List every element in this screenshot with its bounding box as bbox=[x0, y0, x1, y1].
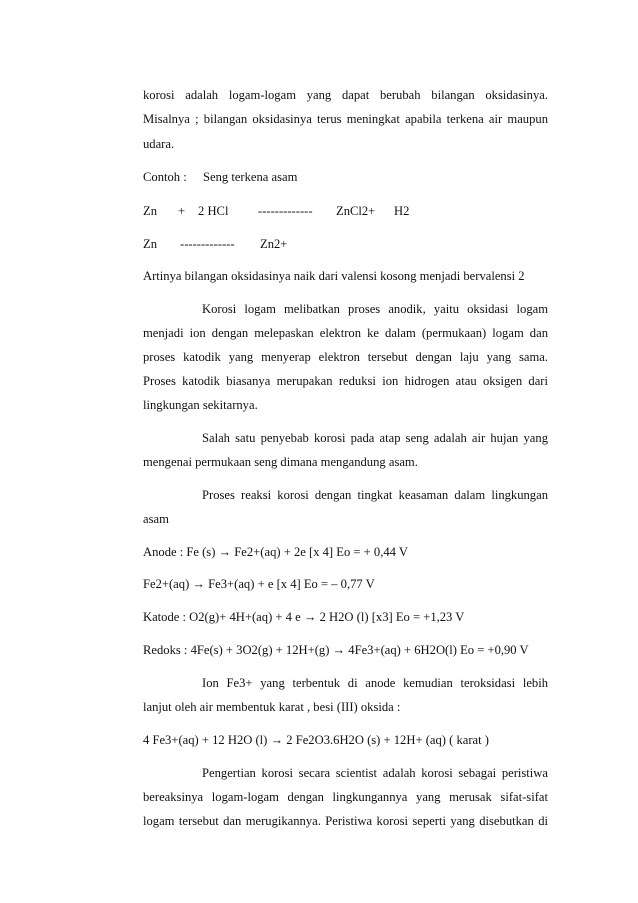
paragraph-line: udara. bbox=[143, 137, 175, 151]
eq1-reactant-a: Zn bbox=[143, 204, 157, 218]
reaction-fe2-fe3: Fe2+(aq) → Fe3+(aq) + e [x 4] Eo = – 0,77 V bbox=[143, 577, 375, 591]
paragraph-line: Salah satu penyebab korosi pada atap seng adalah air hujan yang bbox=[202, 431, 548, 445]
eq1-product-c: ZnCl2 bbox=[336, 204, 369, 218]
paragraph-line: bereaksinya logam-logam dengan lingkungannya yang merusak sifat-sifat bbox=[143, 790, 548, 804]
example-label: Contoh : bbox=[143, 170, 187, 184]
eq2-product: Zn2+ bbox=[260, 237, 288, 251]
equation-1 bbox=[143, 203, 548, 219]
eq1-plus-2: + bbox=[368, 204, 376, 218]
paragraph-line: menjadi ion dengan melepaskan elektron ke dalam (permukaan) logam dan bbox=[143, 326, 548, 340]
eq1-reactant-b: 2 HCl bbox=[198, 204, 229, 218]
paragraph-line: asam bbox=[143, 512, 169, 526]
paragraph-line: proses katodik yang menyerap elektron tersebut dengan laju yang sama. bbox=[143, 350, 548, 364]
paragraph-line: Korosi logam melibatkan proses anodik, yaitu oksidasi logam bbox=[202, 302, 548, 316]
paragraph-line: Pengertian korosi secara scientist adalah korosi sebagai peristiwa bbox=[202, 766, 548, 780]
reaction-cathode: Katode : O2(g)+ 4H+(aq) + 4 e → 2 H2O (l) [x3] Eo = +1,23 V bbox=[143, 610, 465, 624]
reaction-rust: 4 Fe3+(aq) + 12 H2O (l) → 2 Fe2O3.6H2O (s) + 12H+ (aq) ( karat ) bbox=[143, 733, 489, 747]
paragraph-line: mengenai permukaan seng dimana mengandung asam. bbox=[143, 455, 418, 469]
paragraph-line: Proses katodik biasanya merupakan reduksi ion hidrogen atau oksigen dari bbox=[143, 374, 548, 388]
paragraph-line: lingkungan sekitarnya. bbox=[143, 398, 258, 412]
paragraph-line: Ion Fe3+ yang terbentuk di anode kemudian teroksidasi lebih bbox=[202, 676, 548, 690]
example-heading bbox=[143, 169, 548, 185]
eq1-plus-1: + bbox=[178, 204, 186, 218]
paragraph-line: Proses reaksi korosi dengan tingkat keasaman dalam lingkungan bbox=[202, 488, 548, 502]
reaction-anode: Anode : Fe (s) → Fe2+(aq) + 2e [x 4] Eo = + 0,44 V bbox=[143, 545, 408, 559]
paragraph-line: korosi adalah logam-logam yang dapat berubah bilangan oksidasinya. bbox=[143, 88, 548, 102]
paragraph-line: logam tersebut dan merugikannya. Peristiwa korosi seperti yang disebutkan di bbox=[143, 814, 548, 828]
eq2-reactant: Zn bbox=[143, 237, 157, 251]
reaction-redox: Redoks : 4Fe(s) + 3O2(g) + 12H+(g) → 4Fe3+(aq) + 6H2O(l) Eo = +0,90 V bbox=[143, 643, 529, 657]
example-text: Seng terkena asam bbox=[203, 170, 298, 184]
paragraph-line: lanjut oleh air membentuk karat , besi (III) oksida : bbox=[143, 700, 401, 714]
eq2-arrow: ------------- bbox=[180, 237, 235, 251]
example-meaning: Artinya bilangan oksidasinya naik dari valensi kosong menjadi bervalensi 2 bbox=[143, 269, 525, 283]
paragraph-line: Misalnya ; bilangan oksidasinya terus meningkat apabila terkena air maupun bbox=[143, 112, 548, 126]
eq1-arrow: ------------- bbox=[258, 204, 313, 218]
eq1-product-d: H2 bbox=[394, 204, 410, 218]
equation-2 bbox=[143, 236, 548, 252]
